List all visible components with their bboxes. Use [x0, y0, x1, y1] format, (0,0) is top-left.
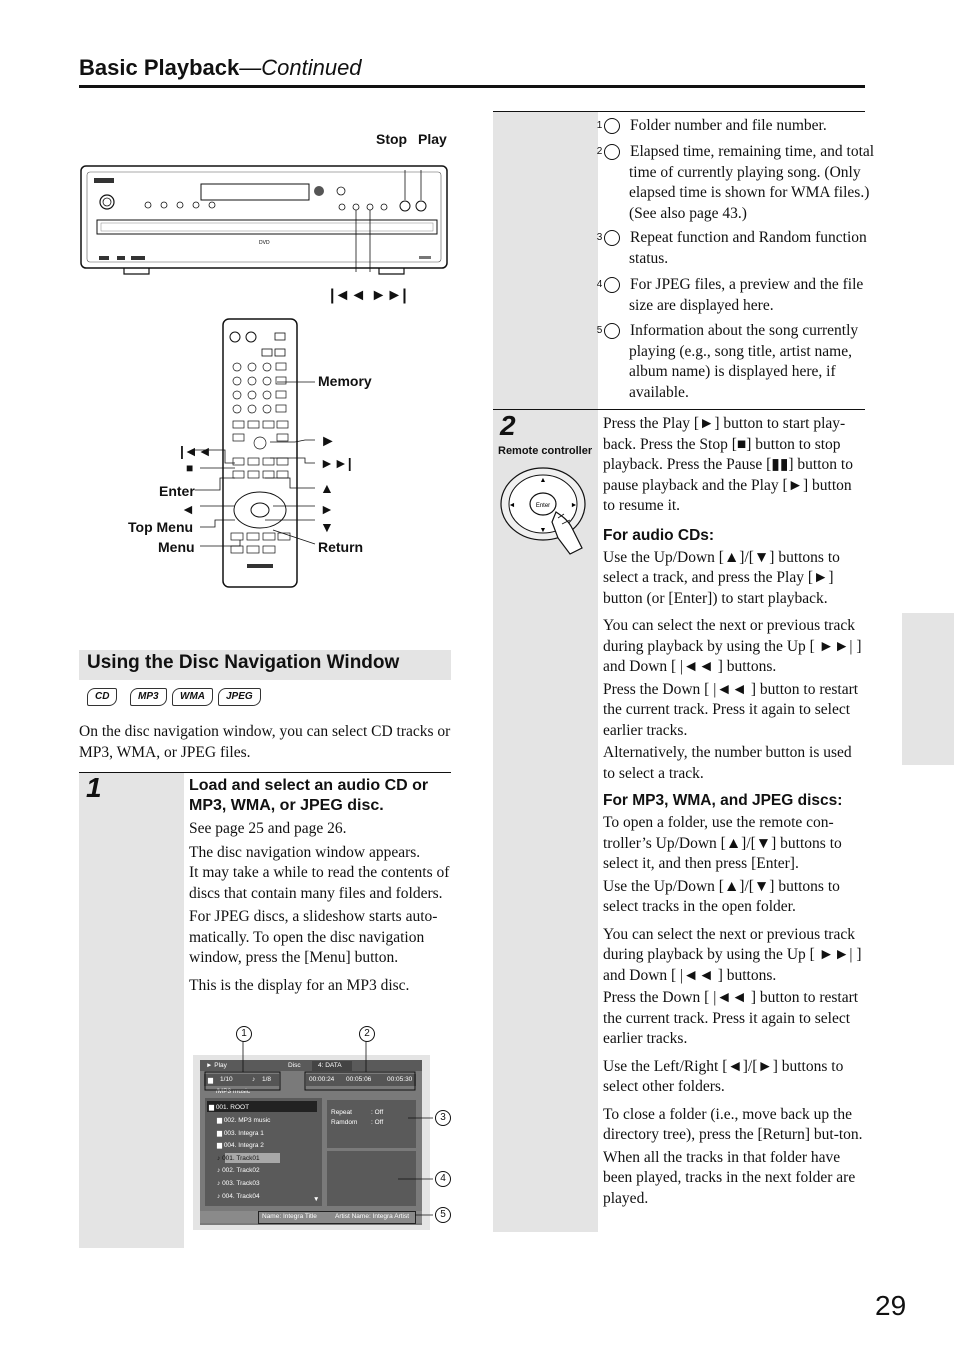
- nav-item: 003. Integra 1: [223, 1130, 264, 1137]
- header-rule: [79, 85, 865, 88]
- step1-p2: The disc navigation window appears.: [189, 843, 421, 861]
- play-icon: ►: [320, 433, 336, 450]
- audio-p4: Alternatively, the number button is used to select a track.: [603, 744, 852, 782]
- badge-cd: CD: [87, 688, 117, 706]
- side-tab: [902, 613, 954, 765]
- nav-path: /MP3 music: [216, 1088, 250, 1095]
- mp3-p3: You can select the next or previous track during playback by using the Up [ ►►| ] and Down [ |◄◄ ] buttons.: [603, 925, 862, 984]
- nav-item: 001. Track01: [222, 1155, 260, 1162]
- svg-text:Enter: Enter: [535, 503, 551, 509]
- right-number-column: [493, 112, 598, 1232]
- step1-p1: See page 25 and page 26.: [189, 820, 347, 837]
- folder-icon: ▆: [208, 1077, 213, 1084]
- svg-text:►: ►: [570, 501, 578, 509]
- nav-play: ► Play: [206, 1062, 227, 1069]
- label-memory: Memory: [318, 373, 372, 389]
- note-icon: ♪: [252, 1076, 256, 1083]
- callout-4: 4: [435, 1171, 451, 1187]
- nav-item: 002. Track02: [222, 1167, 260, 1174]
- right-rule-top: [493, 111, 865, 112]
- step1-p5: This is the display for an MP3 disc.: [189, 976, 410, 994]
- nav-name: Name: Integra Title: [262, 1213, 317, 1220]
- nav-item: 002. MP3 music: [223, 1117, 271, 1124]
- nav-repeat-label: Repeat: [331, 1109, 352, 1116]
- header-continued: —Continued: [239, 55, 362, 80]
- mp3-p4: Press the Down [ |◄◄ ] button to restart the current track. Press it again to select earlier tracks.: [603, 989, 859, 1047]
- page-header: [79, 55, 362, 81]
- legend-item-4: 4 For JPEG files, a preview and the file size are displayed here.: [596, 276, 864, 314]
- step2-content: [603, 414, 865, 1209]
- nav-file-count: 1/8: [262, 1076, 272, 1083]
- step1-number-column: [79, 772, 184, 1248]
- skip-icons: |◄◄ ►►|: [330, 287, 407, 304]
- legend-item-2: 2 Elapsed time, remaining time, and total time of currently playing song. (Only elapsed time is shown for WMA files.) (See also page 43.): [596, 143, 875, 222]
- remote-dpad-illustration: [498, 462, 593, 557]
- label-stop: Stop: [376, 131, 408, 147]
- step1-content: [189, 776, 451, 996]
- label-menu: Menu: [158, 539, 195, 555]
- up-icon: ▲: [320, 480, 334, 496]
- nav-item: 004. Integra 2: [223, 1142, 264, 1149]
- mp3-p6: To close a folder (i.e., move back up the directory tree), press the [Return] but-ton.: [603, 1105, 863, 1143]
- step1-heading: Load and select an audio CD or MP3, WMA, or JPEG disc.: [189, 777, 429, 814]
- display-callout-lines: [193, 1020, 455, 1230]
- nav-folder-count: 1/10: [220, 1076, 233, 1083]
- audio-cd-heading: For audio CDs:: [603, 526, 715, 544]
- legend-item-1: 1 Folder number and file number.: [596, 117, 827, 134]
- nav-file-list: ▆ 001. ROOT ▆ 002. MP3 music ▆ 003. Integra 1 ▆ 004. Integra 2 ♪ 001. Track01 ♪ 002. Track02 ♪ 003. Track03 ♪ 004. Track04 ▼: [205, 1098, 322, 1206]
- right-icon: ►: [320, 501, 334, 517]
- nav-random-label: Ramdom: [331, 1119, 358, 1126]
- nav-item: 004. Track04: [222, 1193, 260, 1200]
- callout-3: 3: [435, 1110, 451, 1126]
- scroll-down-icon: ▼: [313, 1196, 320, 1203]
- nav-item: 003. Track03: [222, 1180, 260, 1187]
- svg-text:◄: ◄: [508, 501, 516, 509]
- svg-text:▼: ▼: [539, 526, 547, 534]
- label-return: Return: [318, 539, 364, 555]
- step1-rule: [79, 772, 451, 773]
- audio-p3: Press the Down [ |◄◄ ] button to restart the current track. Press it again to select earlier tracks.: [603, 680, 859, 739]
- audio-p2: You can select the next or previous track during playback by using the Up [ ►►| ] and Down [ |◄◄ ] buttons.: [603, 617, 862, 675]
- label-enter: Enter: [159, 483, 195, 499]
- skip-forward-icon: ►►|: [320, 455, 352, 471]
- nav-disc: Disc: [288, 1062, 301, 1069]
- nav-remaining: 00:05:06: [346, 1076, 372, 1083]
- nav-elapsed: 00:00:24: [309, 1076, 335, 1083]
- legend-item-5: 5 Information about the song currently playing (e.g., song title, artist name, album name) is displayed here, if available.: [596, 322, 859, 401]
- legend-item-3: 3 Repeat function and Random function status.: [596, 229, 867, 267]
- nav-data: 4: DATA: [318, 1062, 342, 1069]
- page-number: 29: [875, 1290, 907, 1321]
- header-title: Basic Playback: [79, 55, 240, 80]
- stop-icon: ■: [186, 461, 194, 475]
- mp3-p7: When all the tracks in that folder have been played, tracks in the next folder are played.: [603, 1148, 856, 1207]
- remote-callout-lines: [195, 370, 325, 560]
- step1-p4: For JPEG discs, a slideshow starts auto-matically. To open the disc navigation window, press the [Menu] button.: [189, 908, 438, 966]
- right-rule-mid: [493, 409, 865, 410]
- step1-p3: It may take a while to read the contents of discs that contain many files and folders.: [189, 864, 450, 902]
- callout-1: 1: [236, 1026, 252, 1042]
- step1-number: 1: [86, 772, 102, 803]
- nav-repeat-value: : Off: [371, 1109, 384, 1116]
- badge-mp3: MP3: [130, 688, 167, 706]
- svg-text:DVD: DVD: [259, 240, 270, 246]
- badge-jpeg: JPEG: [218, 688, 261, 706]
- skip-back-icon: |◄◄: [180, 443, 212, 459]
- svg-text:▲: ▲: [539, 476, 547, 484]
- left-icon: ◄: [181, 501, 195, 517]
- label-remote-controller: Remote controller: [498, 445, 593, 457]
- label-play: Play: [418, 131, 447, 147]
- nav-random-value: : Off: [371, 1119, 384, 1126]
- step2-p1: Press the Play [►] button to start play-back. Press the Stop [■] button to stop playback. Press the Pause [▮▮] button to pause playback and the Play [►] button to resume it.: [603, 415, 853, 514]
- mp3-heading: For MP3, WMA, and JPEG discs:: [603, 792, 843, 809]
- down-icon: ▼: [320, 519, 334, 535]
- mp3-p2: Use the Up/Down [▲]/[▼] buttons to select tracks in the open folder.: [603, 877, 840, 915]
- nav-item: 001. ROOT: [215, 1104, 250, 1111]
- mp3-p1: To open a folder, use the remote con-troller’s Up/Down [▲]/[▼] buttons to select it, and then press [Enter].: [603, 814, 842, 872]
- nav-artist: Artist Name: Integra Artist: [335, 1213, 410, 1220]
- audio-p1: Use the Up/Down [▲]/[▼] buttons to select a track, and press the Play [►] button (or [Enter]) to start playback.: [603, 548, 840, 607]
- badge-wma: WMA: [172, 688, 213, 706]
- mp3-p5: Use the Left/Right [◄]/[►] buttons to select other folders.: [603, 1057, 844, 1095]
- player-front-panel: [79, 160, 451, 275]
- section-intro: On the disc navigation window, you can select CD tracks or MP3, WMA, or JPEG files.: [79, 723, 451, 761]
- label-top-menu: Top Menu: [128, 519, 194, 535]
- callout-2: 2: [359, 1026, 375, 1042]
- step2-number: 2: [500, 410, 516, 441]
- nav-total: 00:05:30: [387, 1076, 413, 1083]
- section-title: Using the Disc Navigation Window: [87, 652, 400, 673]
- callout-5: 5: [435, 1207, 451, 1223]
